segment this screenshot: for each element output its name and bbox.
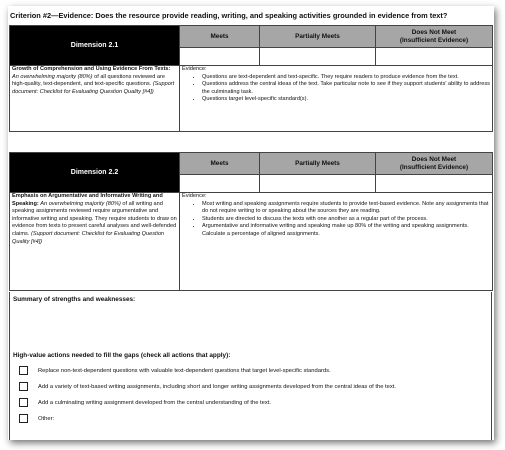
dimension-2-1-title: Dimension 2.1 [10, 26, 180, 66]
does-not-meet-label: Does Not Meet [411, 155, 457, 163]
dimension-2-2-support: (Support document: Checklist for Evaluating Question Quality [#4]) [12, 230, 165, 245]
summary-section [9, 292, 492, 440]
insufficient-evidence-label: (Insufficient Evidence) [399, 36, 469, 44]
dimension-2-2-evidence [180, 193, 493, 291]
action-label: Add a variety of text-based writing assignments, including short and longer writing assignments developed from the central ideas of the text. [38, 384, 396, 390]
does-not-meet-header [376, 26, 493, 48]
dimension-2-2-heading: Emphasis on Argumentative and Informative Writing and Speaking: [12, 193, 163, 207]
partially-meets-rating-cell[interactable] [260, 48, 376, 66]
partially-meets-header: Partially Meets [260, 153, 376, 175]
action-label: Other: [38, 416, 55, 422]
evidence-label: Evidence: [182, 193, 207, 199]
high-value-actions-label: High-value actions needed to fill the gaps (check all actions that apply): [13, 352, 231, 359]
dimension-2-2-text: of all writing and speaking assignments reviewed require argumentative and informative writing and speaking. They require students to draw on evidence from texts to present careful analyses and well-defended claims. [12, 200, 177, 237]
evidence-list [182, 74, 490, 104]
action-label: Replace non-text-dependent questions with valuable text-dependent questions that target level-specific standards. [38, 368, 331, 374]
meets-header: Meets [180, 26, 260, 48]
dimension-2-2-majority: An overwhelming majority (80%) [40, 200, 121, 207]
meets-header: Meets [180, 153, 260, 175]
meets-rating-cell[interactable] [180, 48, 260, 66]
dimension-2-1-support: (Support document: Checklist for Evaluating Question Quality [#4]) [12, 81, 175, 95]
action-checkbox[interactable] [19, 398, 28, 407]
evidence-item: • Questions target level-specific standard(s). [202, 96, 490, 104]
action-item-add-writing [38, 384, 396, 390]
evidence-item: • Most writing and speaking assignments require students to provide text-based evidence. Note any assignments that do not require writing to or speaking about the sources they are reading. [202, 201, 490, 216]
action-item-replace-questions [38, 368, 331, 374]
dimension-2-2-title: Dimension 2.2 [10, 153, 180, 193]
dimension-2-1-text: of all questions reviewed are high-quality, text-dependent, and text-specific questions. [12, 73, 165, 88]
insufficient-evidence-label: (Insufficient Evidence) [399, 163, 469, 171]
summary-label: Summary of strengths and weaknesses: [13, 296, 136, 303]
dimension-2-1-majority: An overwhelming majority (80%) [12, 73, 93, 80]
evidence-item: • Argumentative and informative writing and speaking make up 80% of the writing and speaking assignments. Calculate a percentage of aligned assignments. [202, 223, 490, 238]
dimension-2-1-table [9, 25, 493, 132]
action-checkbox[interactable] [19, 382, 28, 391]
action-label: Add a culminating writing assignment developed from the central understanding of the text. [38, 400, 271, 406]
evidence-item: • Students are directed to discuss the texts with one another as a regular part of the process. [202, 216, 490, 224]
dimension-2-1-description [10, 66, 180, 132]
meets-rating-cell[interactable] [180, 175, 260, 193]
does-not-meet-rating-cell[interactable] [376, 48, 493, 66]
does-not-meet-header [376, 153, 493, 175]
partially-meets-rating-cell[interactable] [260, 175, 376, 193]
action-item-culminating [38, 400, 271, 406]
action-checkbox[interactable] [19, 366, 28, 375]
evidence-list [182, 201, 490, 239]
does-not-meet-rating-cell[interactable] [376, 175, 493, 193]
evidence-item: • Questions are text-dependent and text-specific. They require readers to produce evidence from the text. [202, 74, 490, 82]
dimension-2-1-evidence [180, 66, 493, 132]
action-item-other [38, 416, 54, 422]
action-checkbox[interactable] [19, 414, 28, 423]
criterion-title: Criterion #2—Evidence: Does the resource provide reading, writing, and speaking activities grounded in evidence from text? [10, 11, 448, 20]
evidence-item: • Questions address the central ideas of the text. Take particular note to see if they support students' ability to address the culminating task. [202, 81, 490, 96]
dimension-2-2-table [9, 152, 493, 291]
dimension-2-2-description [10, 193, 180, 291]
evidence-label: Evidence: [182, 66, 207, 72]
dimension-2-1-heading: Growth of Comprehension and Using Evidence From Texts: [12, 66, 171, 72]
partially-meets-header: Partially Meets [260, 26, 376, 48]
does-not-meet-label: Does Not Meet [411, 28, 457, 36]
rubric-page [8, 6, 494, 440]
